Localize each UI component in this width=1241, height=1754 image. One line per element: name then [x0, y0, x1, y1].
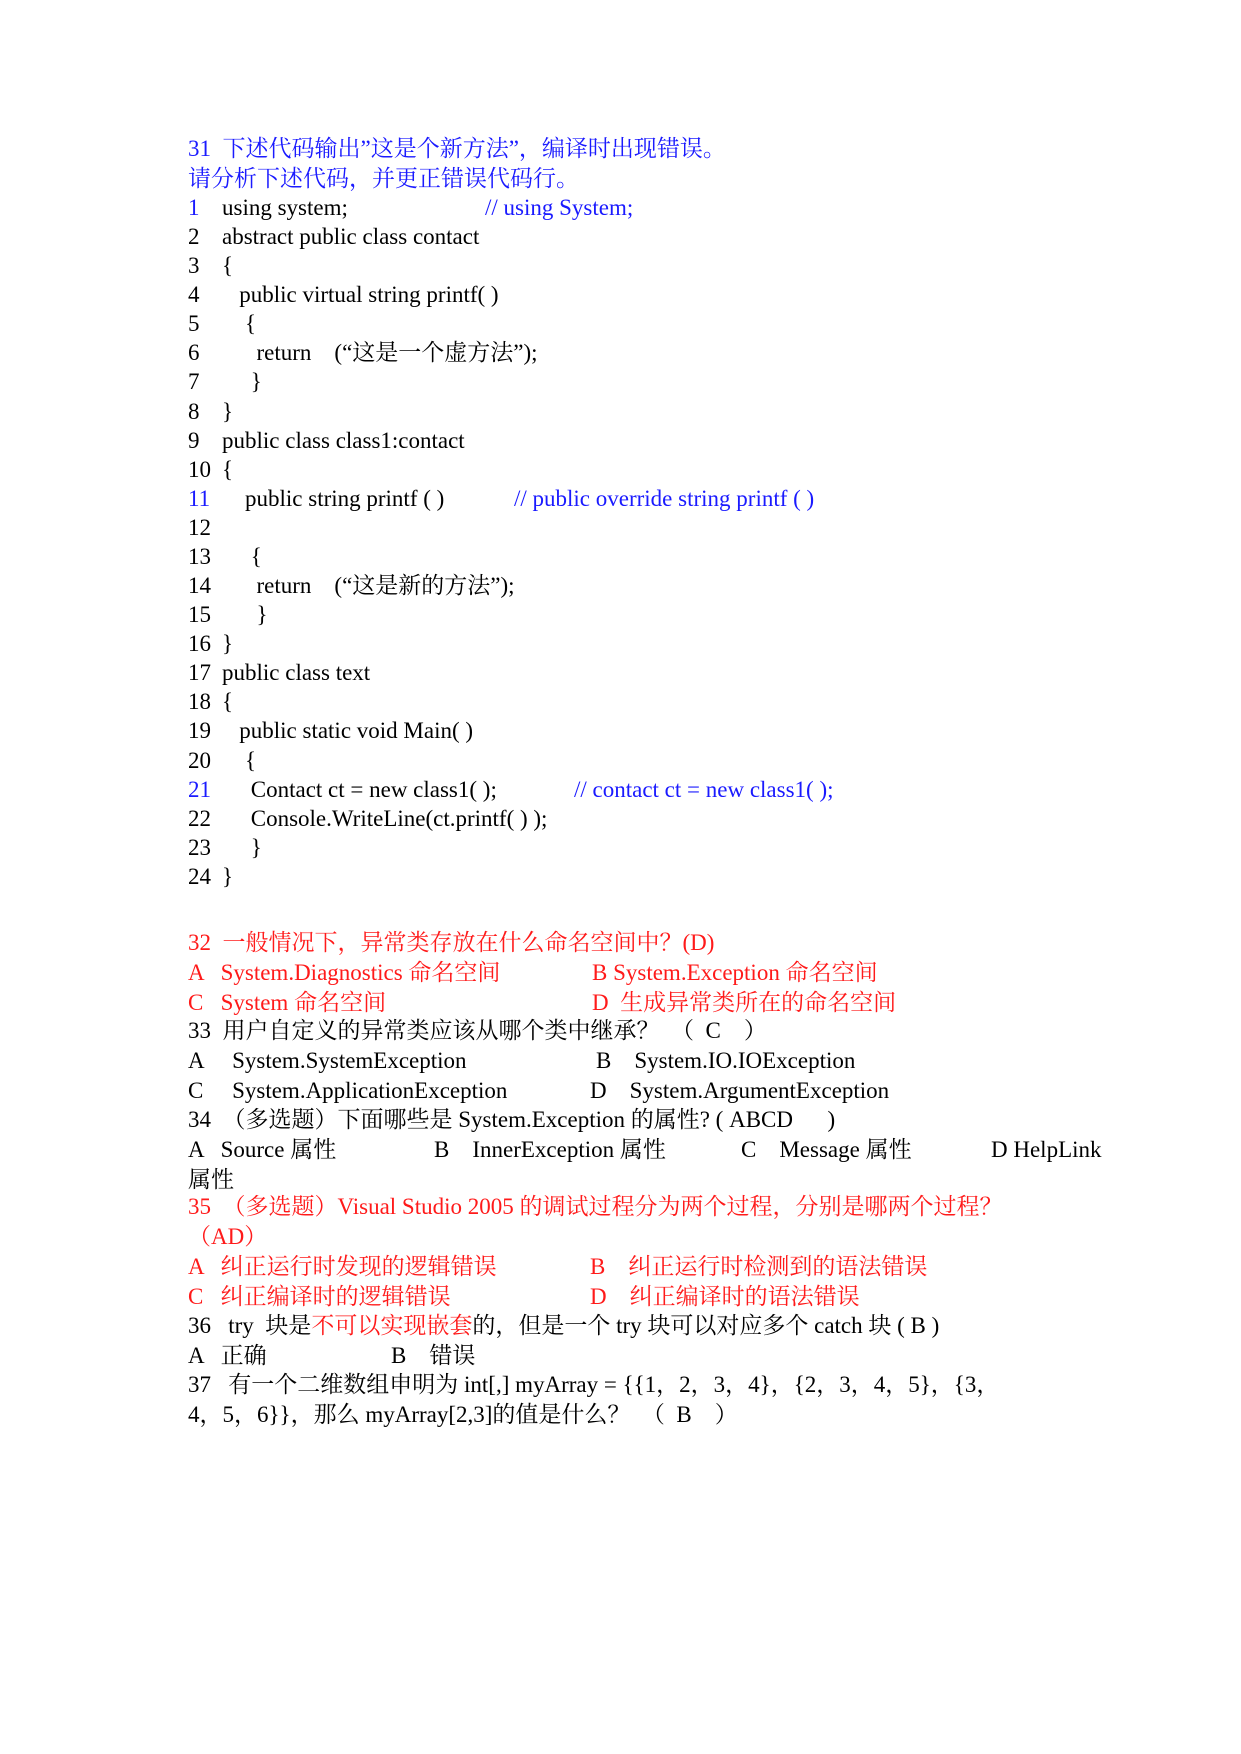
q36-option-a: A 正确 — [188, 1343, 267, 1368]
code-line-number: 22 — [188, 805, 211, 831]
code-line — [188, 455, 1088, 485]
code-line-number: 7 — [188, 369, 200, 395]
q31-title: 31 下述代码输出”这是个新方法”，编译时出现错误。 — [188, 136, 726, 161]
q33-options-row2 — [188, 1076, 1088, 1106]
q36-question — [188, 1311, 939, 1341]
code-line-number: 21 — [188, 776, 211, 802]
code-line — [188, 862, 1088, 892]
code-line-number: 19 — [188, 718, 211, 744]
code-text: } — [222, 834, 262, 860]
code-text: } — [222, 631, 234, 657]
q32-options-row2 — [188, 988, 1088, 1018]
q35-option-b: B 纠正运行时检测到的语法错误 — [590, 1254, 928, 1279]
code-line-number: 14 — [188, 573, 211, 599]
code-line-number: 9 — [188, 427, 200, 453]
code-line — [188, 571, 1088, 601]
q34-option-b: B InnerException 属性 — [434, 1137, 666, 1162]
q35-options-row1 — [188, 1252, 1088, 1282]
q36-suffix: 的，但是一个 try 块可以对应多个 catch 块 ( B ) — [472, 1313, 940, 1338]
code-text: } — [222, 369, 262, 395]
code-text: return (“这是新的方法”); — [222, 573, 515, 599]
code-line-number: 18 — [188, 689, 211, 715]
q37-question-cont: 4，5，6}}，那么 myArray[2,3]的值是什么？ （ B ） — [188, 1402, 738, 1427]
code-line — [188, 397, 1088, 427]
code-line — [188, 716, 1088, 746]
code-text: abstract public class contact — [222, 224, 480, 250]
q36-option-b: B 错误 — [391, 1343, 476, 1368]
q34-option-a: A Source 属性 — [188, 1137, 337, 1162]
q32-question: 32 一般情况下，异常类存放在什么命名空间中？(D) — [188, 930, 715, 955]
code-line-number: 23 — [188, 834, 211, 860]
code-text: public class text — [222, 660, 371, 686]
q33-question: 33 用户自定义的异常类应该从哪个类中继承？ （ C ） — [188, 1018, 767, 1043]
q35-option-c: C 纠正编译时的逻辑错误 — [188, 1284, 451, 1309]
code-text: { — [222, 543, 262, 569]
code-line — [188, 775, 1088, 805]
code-line-number: 8 — [188, 398, 200, 424]
code-line-number: 5 — [188, 311, 200, 337]
code-line-number: 6 — [188, 340, 200, 366]
code-line-number: 3 — [188, 253, 200, 279]
code-line — [188, 484, 1088, 514]
q32-option-c: C System 命名空间 — [188, 990, 387, 1015]
code-text: public static void Main( ) — [222, 718, 474, 744]
q36-prefix: 36 try 块是 — [188, 1313, 312, 1338]
code-line-number: 13 — [188, 543, 211, 569]
code-line — [188, 833, 1088, 863]
code-line — [188, 193, 1088, 223]
code-line — [188, 804, 1088, 834]
code-text: Contact ct = new class1( ); — [222, 776, 497, 802]
code-text: { — [222, 311, 257, 337]
code-line — [188, 687, 1088, 717]
q34-option-c: C Message 属性 — [741, 1137, 912, 1162]
q33-option-a: A System.SystemException — [188, 1048, 467, 1073]
q36-options-row — [188, 1341, 788, 1371]
code-line — [188, 600, 1088, 630]
code-line — [188, 746, 1088, 776]
code-text: return (“这是一个虚方法”); — [222, 340, 538, 366]
q33-option-c: C System.ApplicationException — [188, 1078, 508, 1103]
q31-subtitle: 请分析下述代码，并更正错误代码行。 — [188, 166, 579, 191]
code-line-number: 4 — [188, 282, 200, 308]
q33-options-row1 — [188, 1046, 1088, 1076]
q32-option-d: D 生成异常类所在的命名空间 — [592, 990, 897, 1015]
code-line-number: 10 — [188, 456, 211, 482]
q34-question: 34 （多选题）下面哪些是 System.Exception 的属性? ( ABCD ) — [188, 1107, 836, 1132]
code-comment: // contact ct = new class1( ); — [574, 776, 834, 802]
q32-options-row1 — [188, 958, 1088, 988]
q37-question: 37 有一个二维数组申明为 int[,] myArray = {{1，2，3，4}，{2，3，4，5}，{3， — [188, 1372, 1000, 1397]
code-text: } — [222, 398, 234, 424]
q35-question: 35 （多选题）Visual Studio 2005 的调试过程分为两个过程，分别是哪两个过程？ — [188, 1194, 1003, 1219]
code-text: public string printf ( ) — [222, 485, 445, 511]
code-line-number: 16 — [188, 631, 211, 657]
code-line — [188, 513, 1088, 543]
code-line-number: 15 — [188, 602, 211, 628]
q36-highlight: 不可以实现嵌套 — [311, 1313, 473, 1338]
q34-options-row — [188, 1135, 1148, 1165]
code-line — [188, 426, 1088, 456]
code-line-number: 11 — [188, 485, 211, 511]
code-text: } — [222, 863, 234, 889]
code-line — [188, 251, 1088, 281]
code-line — [188, 222, 1088, 252]
code-text: Console.WriteLine(ct.printf( ) ); — [222, 805, 548, 831]
code-line — [188, 542, 1088, 572]
code-text: public class class1:contact — [222, 427, 465, 453]
q33-option-b: B System.IO.IOException — [596, 1048, 856, 1073]
code-line — [188, 658, 1088, 688]
code-line-number: 20 — [188, 747, 211, 773]
code-line — [188, 367, 1088, 397]
code-line — [188, 309, 1088, 339]
code-line-number: 17 — [188, 660, 211, 686]
code-text: { — [222, 747, 257, 773]
code-line — [188, 338, 1088, 368]
code-text: { — [222, 253, 234, 279]
code-line-number: 2 — [188, 224, 200, 250]
code-line-number: 12 — [188, 514, 211, 540]
code-text: using system; — [222, 195, 348, 220]
code-line-number: 24 — [188, 863, 211, 889]
code-comment: // public override string printf ( ) — [514, 485, 815, 511]
code-text: { — [222, 456, 234, 482]
q34-option-d-cont: 属性 — [188, 1167, 234, 1192]
q35-option-d: D 纠正编译时的语法错误 — [590, 1284, 860, 1309]
q35-answer: （AD） — [188, 1224, 268, 1249]
code-line-number: 1 — [188, 195, 200, 220]
q35-option-a: A 纠正运行时发现的逻辑错误 — [188, 1254, 497, 1279]
q32-option-a: A System.Diagnostics 命名空间 — [188, 960, 501, 985]
code-line — [188, 629, 1088, 659]
code-text: } — [222, 602, 268, 628]
q33-option-d: D System.ArgumentException — [590, 1078, 890, 1103]
code-line — [188, 280, 1088, 310]
q32-option-b: B System.Exception 命名空间 — [592, 960, 878, 985]
code-text: public virtual string printf( ) — [222, 282, 499, 308]
q35-options-row2 — [188, 1282, 1088, 1312]
code-comment: // using System; — [485, 195, 634, 220]
code-text: { — [222, 689, 234, 715]
q34-option-d: D HelpLink — [991, 1137, 1102, 1162]
